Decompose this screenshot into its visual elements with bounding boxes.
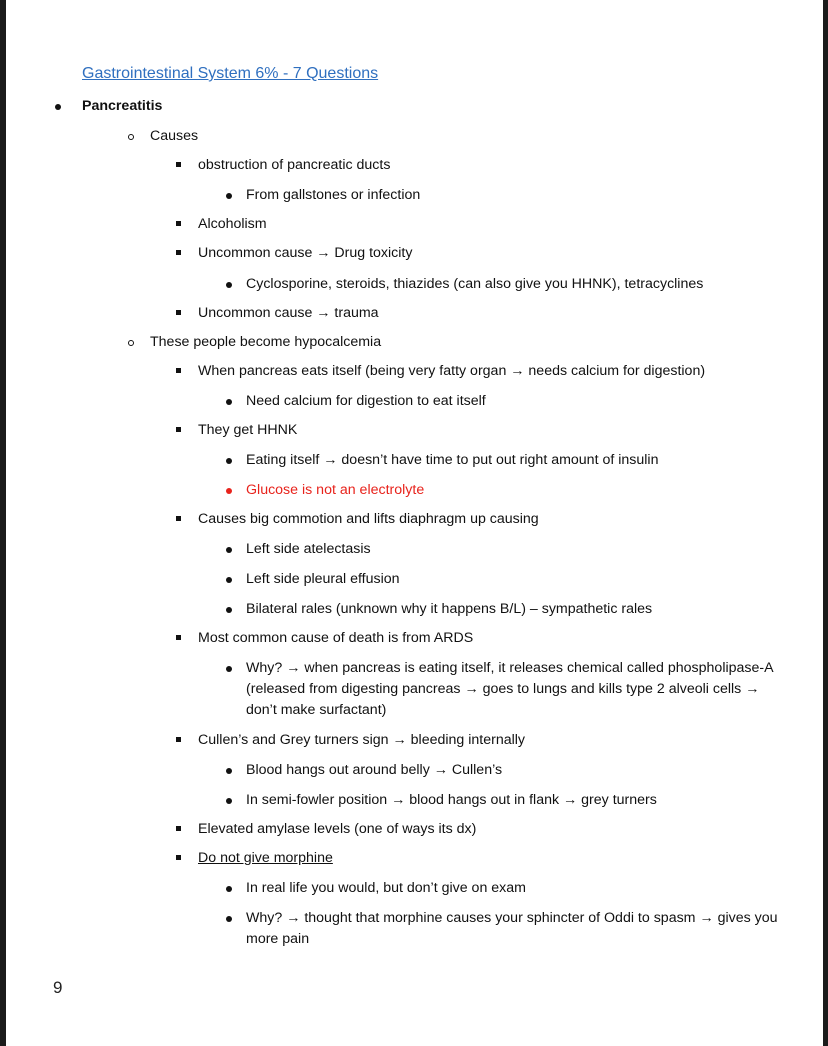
- bullet-icon: [55, 104, 61, 110]
- outline-text: In real life you would, but don’t give on exam: [246, 880, 526, 896]
- outline-item: [246, 569, 400, 590]
- outline-text: These people become hypocalcemia: [150, 334, 382, 350]
- bullet-icon: [226, 547, 232, 553]
- outline-text: Pancreatitis: [82, 98, 163, 114]
- outline-item-highlight: [246, 480, 424, 501]
- outline-item: [198, 155, 390, 176]
- square-bullet-icon: [176, 516, 181, 521]
- bullet-icon: [226, 886, 232, 892]
- outline-item: [198, 420, 297, 441]
- outline-item: [246, 274, 703, 295]
- outline-item: [246, 599, 652, 620]
- outline-text: Left side atelectasis: [246, 541, 371, 557]
- square-bullet-icon: [176, 368, 181, 373]
- bullet-icon: [226, 916, 232, 922]
- outline-item: [198, 509, 539, 530]
- outline-item-pancreatitis: [82, 96, 162, 117]
- bullet-icon: [226, 193, 232, 199]
- right-edge-shadow: [823, 0, 828, 1046]
- outline-item: [198, 243, 412, 264]
- bullet-icon: [226, 458, 232, 464]
- square-bullet-icon: [176, 635, 181, 640]
- outline-item: [198, 628, 473, 649]
- square-bullet-icon: [176, 221, 181, 226]
- outline-text: Need calcium for digestion to eat itself: [246, 393, 486, 409]
- circle-bullet-icon: [128, 340, 134, 346]
- outline-text: Alcoholism: [198, 216, 267, 232]
- bullet-icon: [226, 577, 232, 583]
- outline-text: Cullen’s and Grey turners sign → bleeding internally: [198, 732, 526, 748]
- outline-item-wrapped: [246, 658, 776, 721]
- bullet-icon: [226, 666, 232, 672]
- outline-text: When pancreas eats itself (being very fatty organ → needs calcium for digestion): [198, 363, 706, 379]
- square-bullet-icon: [176, 162, 181, 167]
- outline-item: [198, 819, 476, 840]
- outline-item-wrapped: [246, 908, 781, 950]
- outline-item: [198, 730, 525, 751]
- circle-bullet-icon: [128, 134, 134, 140]
- page-number: 9: [53, 978, 63, 997]
- square-bullet-icon: [176, 427, 181, 432]
- outline-text: From gallstones or infection: [246, 187, 421, 203]
- outline-item: [150, 332, 381, 353]
- outline-text: Uncommon cause → trauma: [198, 305, 379, 321]
- outline-item: [198, 848, 333, 869]
- outline-item: [246, 450, 658, 471]
- outline-item: [198, 303, 379, 324]
- outline-text: Causes big commotion and lifts diaphragm up causing: [198, 511, 539, 527]
- outline-text: Left side pleural effusion: [246, 571, 400, 587]
- square-bullet-icon: [176, 737, 181, 742]
- square-bullet-icon: [176, 855, 181, 860]
- red-bullet-icon: [226, 488, 232, 494]
- outline-item: [246, 790, 657, 811]
- outline-item: [246, 878, 526, 899]
- bullet-icon: [226, 282, 232, 288]
- outline-item: [198, 361, 705, 382]
- outline-item: [150, 126, 198, 147]
- square-bullet-icon: [176, 310, 181, 315]
- outline-item: [246, 760, 502, 781]
- outline-text: Causes: [150, 128, 199, 144]
- outline-text: Most common cause of death is from ARDS: [198, 630, 474, 646]
- square-bullet-icon: [176, 826, 181, 831]
- outline-text: Glucose is not an electrolyte: [246, 482, 425, 498]
- outline-text: Cyclosporine, steroids, thiazides (can also give you HHNK), tetracyclines: [246, 276, 704, 292]
- outline-text: obstruction of pancreatic ducts: [198, 157, 391, 173]
- outline-text: Eating itself → doesn’t have time to put out right amount of insulin: [246, 452, 659, 468]
- outline-text: Bilateral rales (unknown why it happens B/L) – sympathetic rales: [246, 601, 653, 617]
- document-page: [6, 0, 823, 1046]
- outline-text: They get HHNK: [198, 422, 298, 438]
- outline-item: [246, 391, 486, 412]
- bullet-icon: [226, 399, 232, 405]
- outline-text: Blood hangs out around belly → Cullen’s: [246, 762, 503, 778]
- outline-text: Why? → thought that morphine causes your sphincter of Oddi to spasm → gives you more pain: [246, 910, 778, 947]
- bullet-icon: [226, 607, 232, 613]
- outline-text: Why? → when pancreas is eating itself, it releases chemical called phospholipase-A (released from digesting pancreas → goes to lungs and kills type 2 alveoli cells → don’t make surfactant): [246, 660, 773, 718]
- outline-item: [246, 185, 420, 206]
- outline-item: [246, 539, 371, 560]
- outline-text: In semi-fowler position → blood hangs out in flank → grey turners: [246, 792, 657, 808]
- outline-text: Elevated amylase levels (one of ways its dx): [198, 821, 477, 837]
- bullet-icon: [226, 768, 232, 774]
- outline-item: [198, 214, 267, 235]
- outline-text: Do not give morphine: [198, 850, 333, 866]
- section-heading-link[interactable]: Gastrointestinal System 6% - 7 Questions: [82, 65, 379, 82]
- bullet-icon: [226, 798, 232, 804]
- square-bullet-icon: [176, 250, 181, 255]
- outline-text: Uncommon cause → Drug toxicity: [198, 245, 413, 261]
